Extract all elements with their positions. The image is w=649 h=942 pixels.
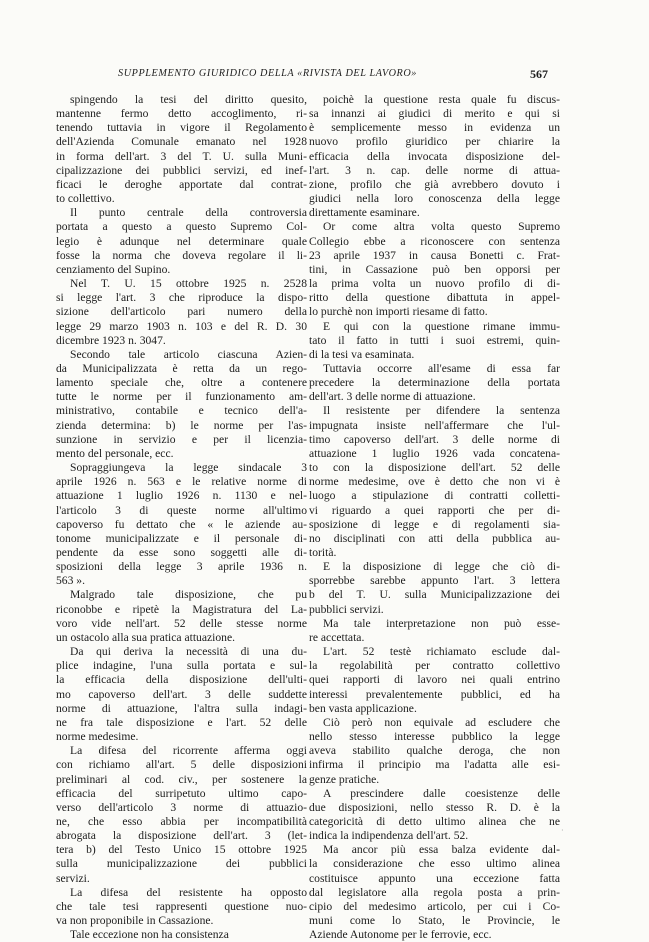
text-line: no disciplinati con atti della pubblica au- xyxy=(309,531,560,545)
text-line: E la disposizione di legge che ciò di- xyxy=(323,560,560,574)
text-line: mantenne fermo detto accoglimento, ri- xyxy=(56,107,307,121)
text-line: cipalizzazione dei pubblici servizi, ed inef- xyxy=(56,163,307,177)
text-line: ne, che esso abbia per incompatibilità xyxy=(56,814,307,828)
paragraph xyxy=(56,461,307,588)
text-line: la prima volta un nuovo profilo di di- xyxy=(309,277,560,291)
text-line: spingendo la tesi del diritto quesito, xyxy=(70,93,307,106)
text-line: l'articolo 3 di queste norme all'ultimo xyxy=(56,503,307,517)
text-line: Il resistente per difendere la sentenza xyxy=(323,404,560,418)
running-header xyxy=(0,68,649,88)
text-line: Ma tale interpretazione non può esse- xyxy=(323,616,560,630)
paragraph xyxy=(309,560,560,617)
text-line: Malgrado tale disposizione, che pu xyxy=(70,588,307,602)
text-line: torità. xyxy=(309,546,337,559)
text-line: due disposizioni, nello stesso R. D. è la xyxy=(309,800,560,814)
text-line: Tuttavia occorre all'esame di essa far xyxy=(323,361,560,375)
text-line: indica la indipendenza dell'art. 52. xyxy=(309,829,469,843)
text-line: luogo a stipulazione di contratti colletti- xyxy=(309,489,560,503)
text-line: Aziende Autonome per le ferrovie, ecc. xyxy=(309,928,492,942)
text-line: Il punto centrale della controversia xyxy=(70,206,307,220)
text-line: vi riguardo a quei rapporti che per di- xyxy=(309,503,560,517)
running-title: SUPPLEMENTO GIURIDICO DELLA «RIVISTA DEL LAVORO» xyxy=(118,68,417,79)
text-line: mento del personale, ecc. xyxy=(56,446,174,460)
text-line: in forma dell'art. 3 del T. U. sulla Muni- xyxy=(56,149,307,163)
text-line: tera b) del Testo Unico 15 ottobre 1925 xyxy=(56,843,307,857)
paragraph xyxy=(309,93,560,220)
text-line: giudici nella loro conoscenza della legge xyxy=(309,192,560,206)
text-line: riconobbe e ripetè la Magistratura del La- xyxy=(56,602,307,616)
text-line: costituisce appunto una eccezione fatta xyxy=(309,871,560,885)
text-line: poichè la questione resta quale fu discus- xyxy=(323,93,560,106)
text-line: ficaci le deroghe apportate dal contrat- xyxy=(56,177,307,191)
text-line: nuovo profilo giuridico per chiarire la xyxy=(309,135,560,149)
paragraph xyxy=(309,787,560,844)
paragraph xyxy=(56,645,307,744)
text-line: Sopraggiungeva la legge sindacale 3 xyxy=(70,461,307,475)
text-line: dal legislatore alla regola posta a prin- xyxy=(309,885,560,899)
text-line: abrogata la disposizione dell'art. 3 (let- xyxy=(56,829,307,843)
text-line: sposizioni della legge 3 aprile 1936 n. xyxy=(56,560,307,574)
paragraph xyxy=(56,886,307,928)
text-line: sposizione di legge e di regolamenti sia- xyxy=(309,517,560,531)
paragraph xyxy=(309,404,560,560)
paragraph xyxy=(56,206,307,277)
paragraph xyxy=(56,744,307,886)
text-line: Da qui deriva la necessità di una du- xyxy=(70,645,307,659)
text-line: sporrebbe sarebbe appunto l'art. 3 lettera xyxy=(309,574,560,588)
text-line: va non proponibile in Cassazione. xyxy=(56,914,214,928)
text-line: to collettivo. xyxy=(56,192,115,206)
text-line: lo purchè non importi riesame di fatto. xyxy=(309,305,488,319)
text-line: si legge l'art. 3 che riproduce la dispo- xyxy=(56,291,307,305)
text-line: categoricità di detto ultimo alinea che ne xyxy=(309,814,560,828)
text-line: l'art. 3 n. cap. delle norme di attua- xyxy=(309,163,560,177)
text-line: che tale tesi rappresenti questione nuo- xyxy=(56,899,307,913)
paragraph xyxy=(309,320,560,362)
text-line: Ma ancor più essa balza evidente dal- xyxy=(323,843,560,857)
paragraph xyxy=(309,617,560,645)
text-line: tini, in Cassazione può ben opporsi per xyxy=(309,262,560,276)
text-line: è semplicemente messo in evidenza un xyxy=(309,121,560,135)
text-line: to con la disposizione dell'art. 52 delle xyxy=(309,461,560,475)
text-line: sizione dell'articolo pari numero della xyxy=(56,305,307,319)
text-line: da Municipalizzata è retta da un rego- xyxy=(56,361,307,375)
text-line: 563 ». xyxy=(56,574,85,588)
text-line: quei rapporti di lavoro nei quali entrino xyxy=(309,673,560,687)
text-line: infirma il principio ma l'adatta alle esi- xyxy=(309,758,560,772)
text-line: legge 29 marzo 1903 n. 103 e del R. D. 30 xyxy=(56,319,307,333)
text-line: aveva stabilito qualche deroga, che non xyxy=(309,744,560,758)
text-line: fosse la norma che doveva regolare il li- xyxy=(56,248,307,262)
text-line: A prescindere dalle coesistenze delle xyxy=(323,786,560,800)
text-line: efficacia del surripetuto ultimo capo- xyxy=(56,786,307,800)
text-line: capoverso fu dettato che « le aziende au- xyxy=(56,517,307,531)
text-line: Or come altra volta questo Supremo xyxy=(323,220,560,234)
text-line: sa innanzi ai giudici di merito e qui si xyxy=(309,107,560,121)
text-line: verso dell'articolo 3 norme di attuazio- xyxy=(56,800,307,814)
text-line: ritto della questione dibattuta in appel- xyxy=(309,291,560,305)
text-line: Nel T. U. 15 ottobre 1925 n. 2528 xyxy=(70,277,307,291)
text-line: efficacia della invocata disposizione del- xyxy=(309,149,560,163)
text-line: dell'art. 3 delle norme di attuazione. xyxy=(309,390,476,404)
text-line: attuazione 1 luglio 1926 vada concatena- xyxy=(309,446,560,460)
text-line: zione, profilo che già avrebbero dovuto i xyxy=(309,177,560,191)
text-line: norme medesime. xyxy=(56,730,139,744)
text-line: zienda determina: b) le norme per l'as- xyxy=(56,418,307,432)
paragraph xyxy=(309,645,560,716)
text-line: voro vide nell'art. 52 delle stesse norme xyxy=(56,616,307,630)
paragraph xyxy=(56,277,307,348)
paragraph xyxy=(56,588,307,645)
text-line: ne fra tale disposizione e l'art. 52 delle xyxy=(56,715,307,729)
text-line: mo capoverso dell'art. 3 delle suddette xyxy=(56,687,307,701)
text-line: cenziamento del Supino. xyxy=(56,262,171,276)
text-line: norme di attuazione, l'altra sulla indagi- xyxy=(56,701,307,715)
text-line: plice indagine, l'una sulla portata e sul- xyxy=(56,659,307,673)
text-line: genze pratiche. xyxy=(309,772,380,786)
text-line: cipio del medesimo articolo, per cui i Co- xyxy=(309,899,560,913)
text-line: tonome municipalizzate e il personale di- xyxy=(56,531,307,545)
paragraph xyxy=(309,220,560,319)
text-line: di la tesi va esaminata. xyxy=(309,347,415,361)
text-line: pendente da esse sono soggetti alle di- xyxy=(56,546,307,559)
scan-speck-mark: · xyxy=(561,826,564,835)
text-line: interessi prevalentemente pubblici, ed ha xyxy=(309,687,560,701)
text-line: La difesa del resistente ha opposto xyxy=(70,885,307,899)
text-line: E qui con la questione rimane immu- xyxy=(323,319,560,333)
text-line: la efficacia della disposizione dell'ulti- xyxy=(56,673,307,687)
text-line: lamento speciale che, oltre a contenere xyxy=(56,376,307,390)
text-line: preliminari al cod. civ., per sostenere la xyxy=(56,772,307,786)
text-line: aprile 1926 n. 563 e le relative norme di xyxy=(56,475,307,489)
right-column xyxy=(309,93,560,942)
paragraph xyxy=(56,928,307,942)
text-line: timo capoverso dell'art. 3 delle norme di xyxy=(309,432,560,446)
text-line: attuazione 1 luglio 1926 n. 1130 e nel- xyxy=(56,489,307,503)
text-line: La difesa del ricorrente afferma oggi xyxy=(70,744,307,758)
text-line: direttamente esaminare. xyxy=(309,206,420,220)
text-line: un ostacolo alla sua pratica attuazione. xyxy=(56,630,235,644)
text-line: la considerazione che esso ultimo alinea xyxy=(309,857,560,871)
text-line: 23 aprile 1937 in causa Bonetti c. Frat- xyxy=(309,248,560,262)
text-line: ben vasta applicazione. xyxy=(309,701,417,715)
text-line: Tale eccezione non ha consistenza xyxy=(70,928,229,942)
text-line: Ciò però non equivale ad escludere che xyxy=(323,715,560,729)
text-line: precedere la determinazione della portata xyxy=(309,376,560,390)
text-line: dell'Azienda Comunale emanato nel 1928 xyxy=(56,135,307,149)
text-line: Collegio ebbe a riconoscere con sentenza xyxy=(309,234,560,248)
text-line: muni come lo Stato, le Provincie, le xyxy=(309,914,560,928)
text-line: sunzione in servizio e per il licenzia- xyxy=(56,432,307,446)
text-line: tenendo tuttavia in vigore il Regolamento xyxy=(56,121,307,135)
text-line: la regolabilità per contratto collettivo xyxy=(309,659,560,673)
text-line: Secondo tale articolo ciascuna Azien- xyxy=(70,347,307,361)
text-line: re accettata. xyxy=(309,630,365,644)
left-column xyxy=(56,93,307,942)
page-number: 567 xyxy=(530,67,548,81)
text-line: tato il fatto in tutti i suoi estremi, quin- xyxy=(309,333,560,347)
text-line: sulla municipalizzazione dei pubblici xyxy=(56,857,307,871)
text-line: nello stesso interesse pubblico la legge xyxy=(309,730,560,744)
paragraph xyxy=(56,93,307,206)
paragraph xyxy=(309,716,560,787)
text-line: norme medesime, ove è detto che non vi è xyxy=(309,475,560,489)
text-line: ministrativo, contabile e tecnico dell'a- xyxy=(56,404,307,418)
text-line: pubblici servizi. xyxy=(309,602,384,616)
text-line: b del T. U. sulla Municipalizzazione dei xyxy=(309,588,560,602)
paragraph xyxy=(56,348,307,461)
paragraph xyxy=(309,362,560,404)
text-line: dicembre 1923 n. 3047. xyxy=(56,333,166,347)
text-line: L'art. 52 testè richiamato esclude dal- xyxy=(323,645,560,659)
text-line: legio è adunque nel determinare quale xyxy=(56,234,307,248)
text-line: impugnata insiste nell'affermare che l'ul- xyxy=(309,418,560,432)
text-line: con richiamo all'art. 5 delle disposizioni xyxy=(56,758,307,772)
text-line: tutte le norme per il funzionamento am- xyxy=(56,390,307,404)
text-line: servizi. xyxy=(56,871,90,885)
text-line: portata a questo a questo Supremo Col- xyxy=(56,220,307,234)
paragraph xyxy=(309,843,560,942)
